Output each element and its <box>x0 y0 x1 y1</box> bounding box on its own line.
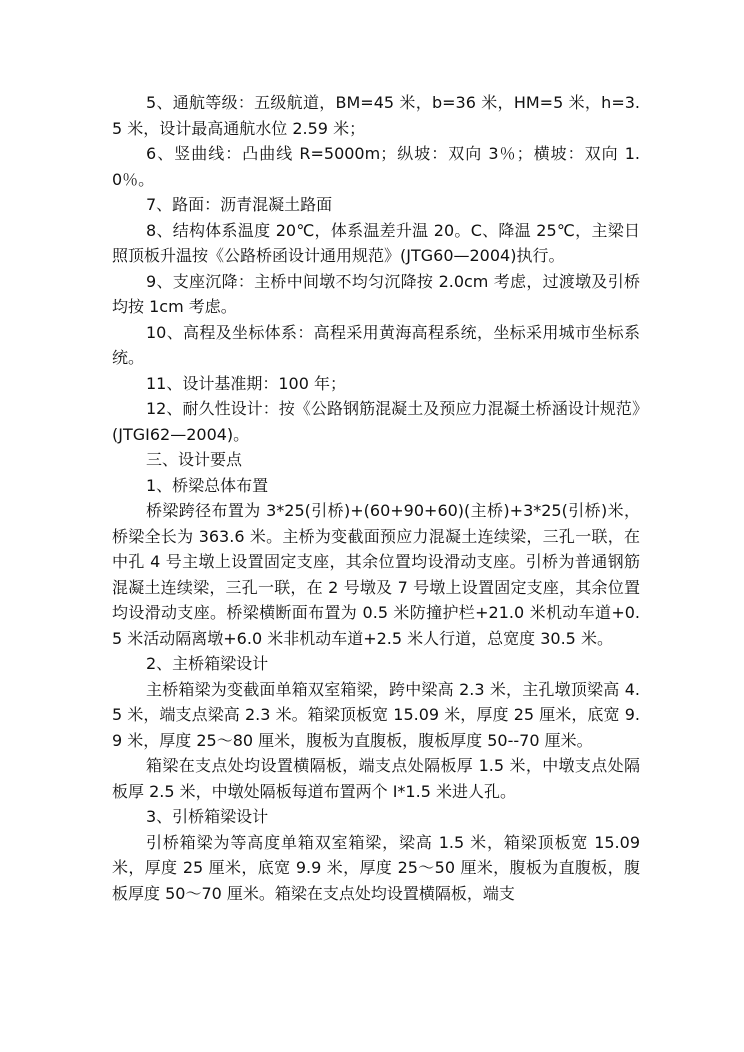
subheading-bridge-layout: 1、桥梁总体布置 <box>146 475 269 495</box>
paragraph-durability: 12、耐久性设计：按《公路钢筋混凝土及预应力混凝土桥涵设计规范》(JTGI62—2004)。 <box>112 399 640 444</box>
paragraph-navigation-grade: 5、通航等级：五级航道，BM=45 米，b=36 米，HM=5 米，h=3.5 米，设计最高通航水位 2.59 米； <box>112 93 640 138</box>
document-page <box>112 90 640 906</box>
paragraph-vertical-curve: 6、竖曲线：凸曲线 R=5000m；纵坡：双向 3％；横坡：双向 1.0％。 <box>112 144 640 189</box>
subheading-main-girder: 2、主桥箱梁设计 <box>146 654 269 673</box>
paragraph-coordinate-system: 10、高程及坐标体系：高程采用黄海高程系统，坐标采用城市坐标系统。 <box>112 322 640 367</box>
paragraph-pavement: 7、路面：沥青混凝土路面 <box>146 195 333 214</box>
paragraph-bridge-layout: 桥梁跨径布置为 3*25(引桥)+(60+90+60)(主桥)+3*25(引桥)米，桥梁全长为 363.6 米。主桥为变截面预应力混凝土连续梁，三孔一联，在中孔 4 号主墩上设置固定支座，其余位置均设滑动支座。引桥为普通钢筋混凝土连续梁，三孔一联，在 2 号墩及 7 号墩上设置固定支座，其余位置均设滑动支座。桥梁横断面布置为 0.5 米防撞护栏+21.0 米机动车道+0.5 米活动隔离墩+6.0 米非机动车道+2.5 米人行道，总宽度 30.5 米。 <box>112 501 640 648</box>
subheading-approach-girder: 3、引桥箱梁设计 <box>146 807 269 826</box>
paragraph-diaphragm: 箱梁在支点处均设置横隔板，端支点处隔板厚 1.5 米，中墩支点处隔板厚 2.5 米，中墩处隔板每道布置两个 I*1.5 米进人孔。 <box>112 756 640 801</box>
paragraph-design-period: 11、设计基准期：100 年； <box>146 373 346 393</box>
paragraph-approach-girder: 引桥箱梁为等高度单箱双室箱梁，梁高 1.5 米，箱梁顶板宽 15.09 米，厚度 25 厘米，底宽 9.9 米，厚度 25～50 厘米，腹板为直腹板，腹板厚度 50～70 厘米。箱梁在支点处均设置横隔板，端支 <box>112 832 640 903</box>
paragraph-support-settlement: 9、支座沉降：主桥中间墩不均匀沉降按 2.0cm 考虑，过渡墩及引桥均按 1cm 考虑。 <box>112 271 640 316</box>
paragraph-temperature: 8、结构体系温度 20℃，体系温差升温 20。C、降温 25℃，主梁日照顶板升温按《公路桥函设计通用规范》(JTG60—2004)执行。 <box>112 220 640 265</box>
paragraph-main-girder: 主桥箱梁为变截面单箱双室箱梁，跨中梁高 2.3 米，主孔墩顶梁高 4.5 米，端支点梁高 2.3 米。箱梁顶板宽 15.09 米，厚度 25 厘米，底宽 9.9 米，厚度 25～80 厘米，腹板为直腹板，腹板厚度 50--70 厘米。 <box>112 679 640 750</box>
section-heading-design-points: 三、设计要点 <box>146 450 243 469</box>
